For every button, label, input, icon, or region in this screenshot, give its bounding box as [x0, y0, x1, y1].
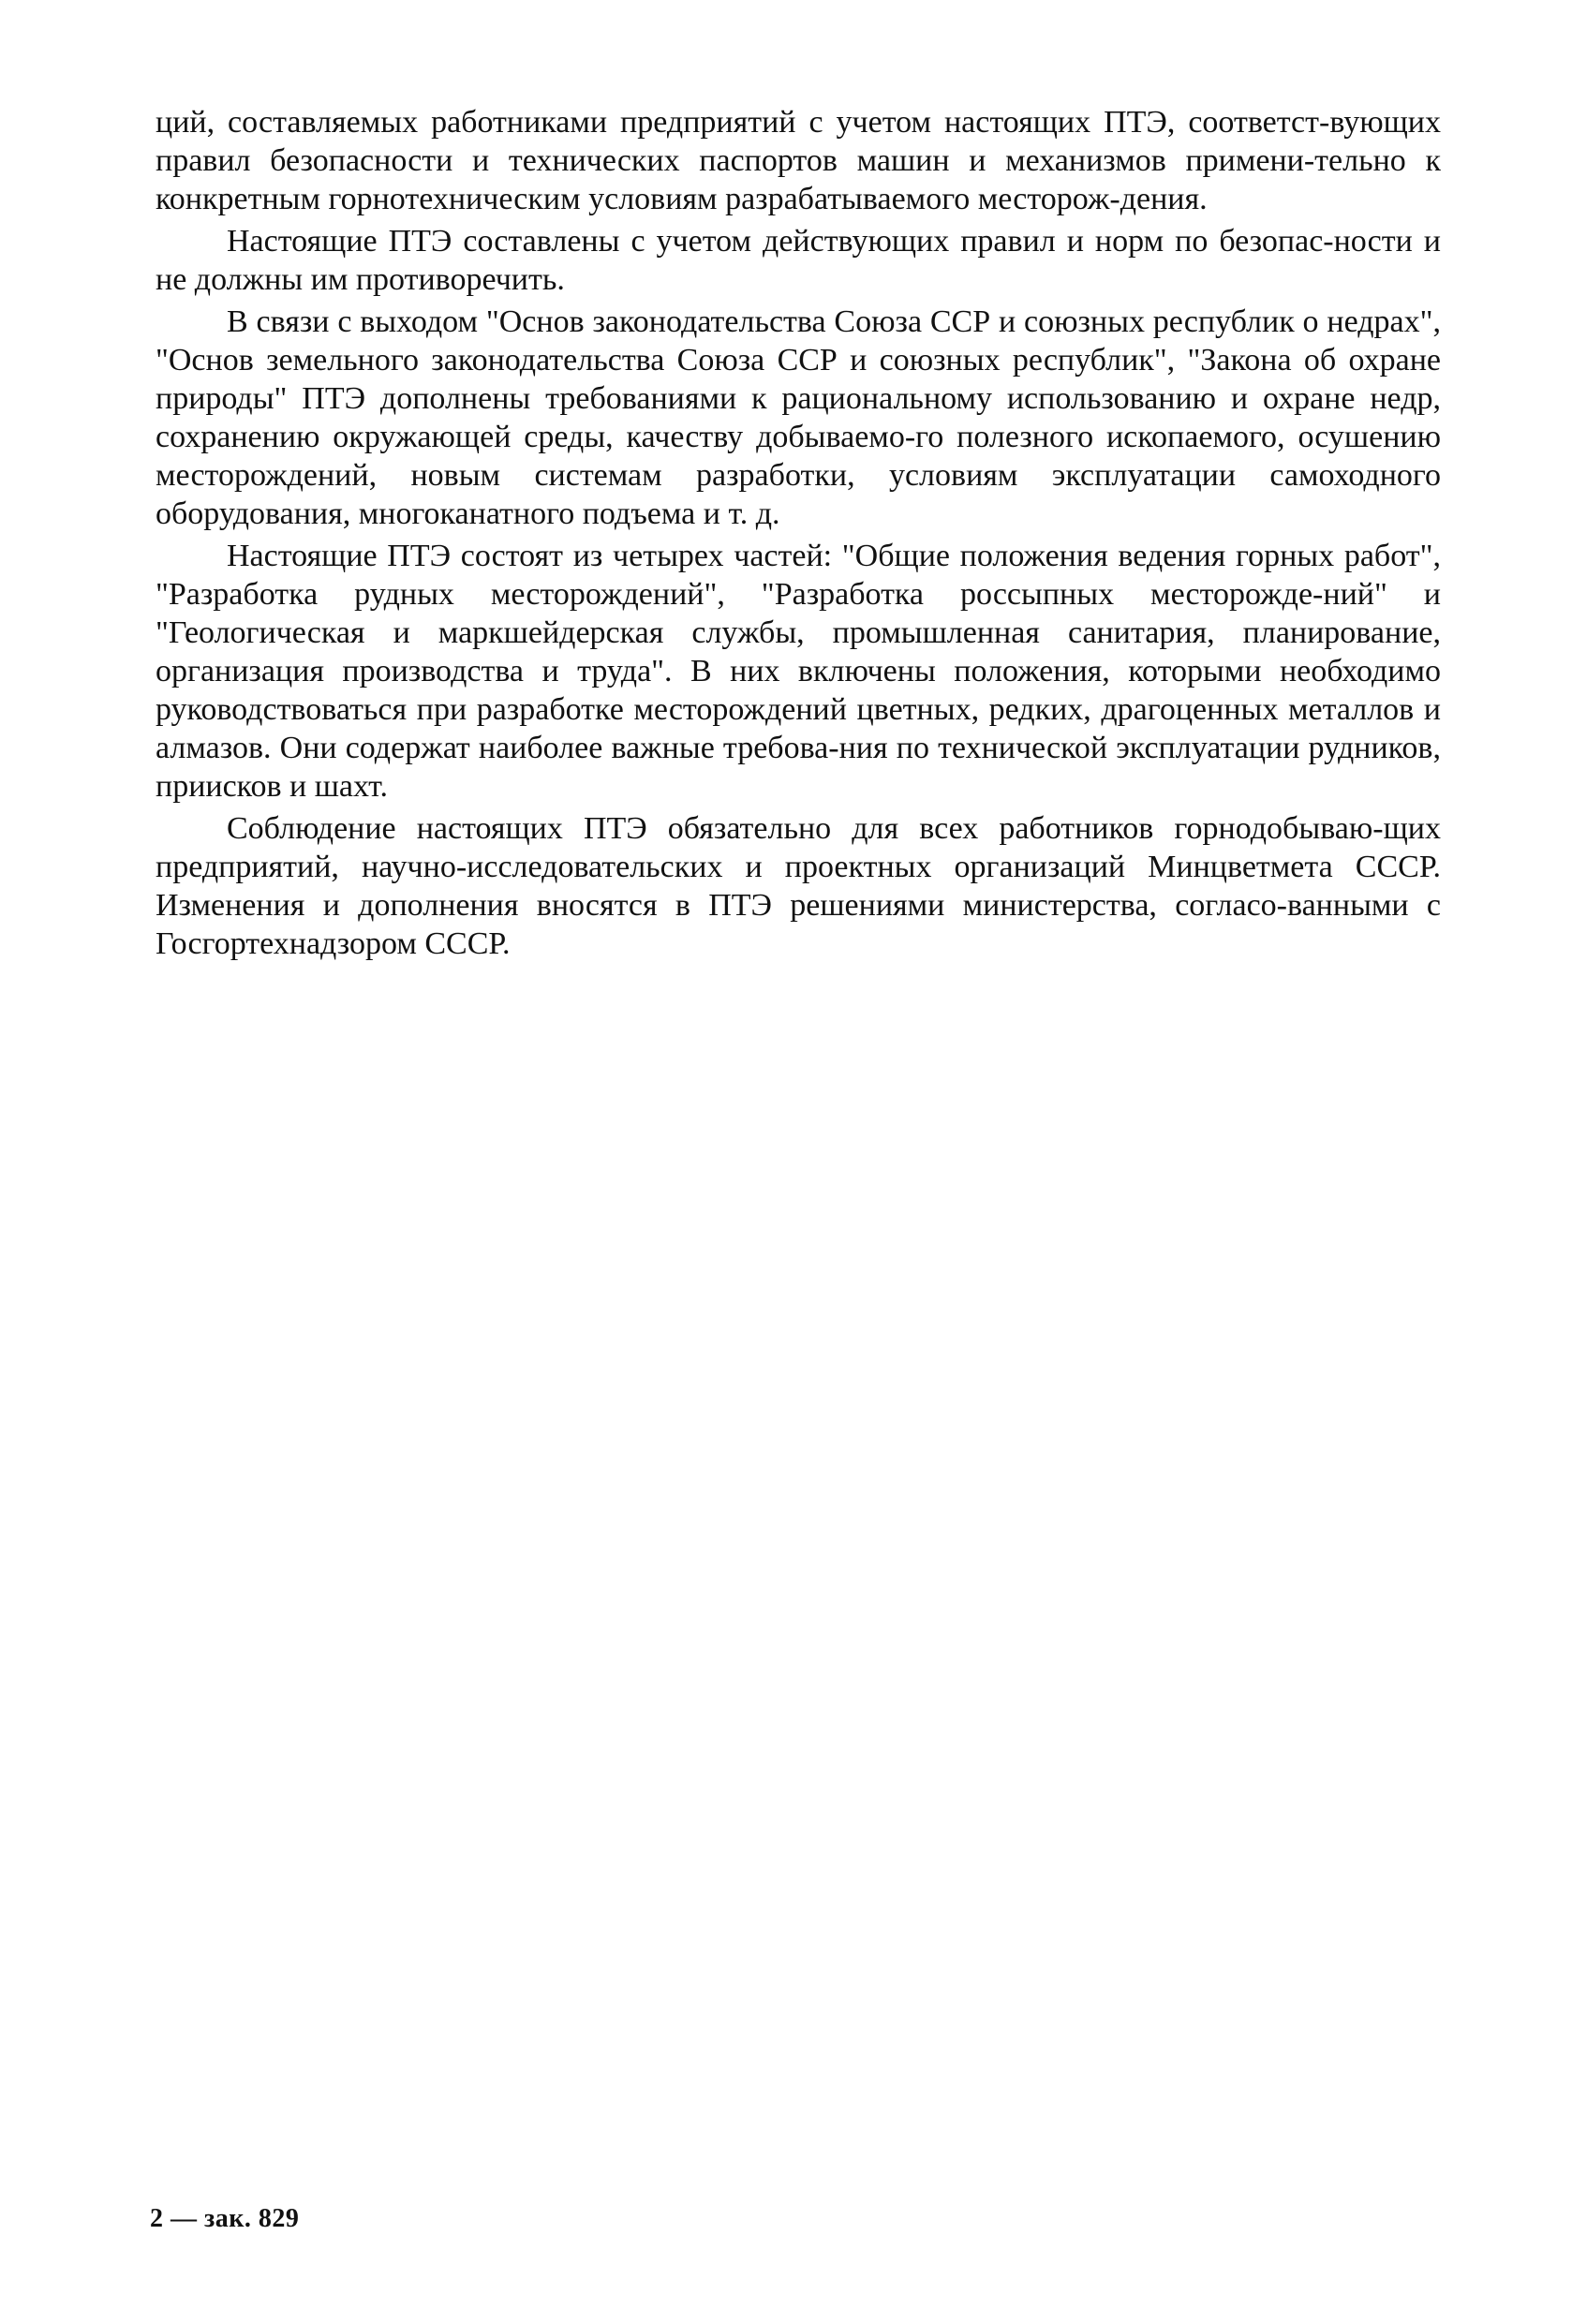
paragraph-legislation: В связи с выходом "Основ законодательства Союза ССР и союзных республик о недрах", "Основ земельного законодательства Союза ССР и союзных республик", "Закона об охране природы" ПТЭ дополнены требованиями к рациональному использованию и охране недр, сохранению окружающей среды, качеству добываемо-го полезного ископаемого, осушению месторождений, новым системам разработки, условиям эксплуатации самоходного оборудования, многоканатного подъема и т. д. — [156, 304, 1441, 531]
paragraph-structure: Настоящие ПТЭ состоят из четырех частей: "Общие положения ведения горных работ", "Разработка рудных месторождений", "Разработка россыпных месторожде-ний" и "Геологическая и маркшейдерская службы, промышленная санитария, планирование, организация производства и труда". В них включены положения, которыми необходимо руководствоваться при разработке месторождений цветных, редких, драгоценных металлов и алмазов. Они содержат наиболее важные требова-ния по технической эксплуатации рудников, приисков и шахт. — [156, 539, 1441, 804]
paragraph-continuation: ций, составляемых работниками предприятий с учетом настоящих ПТЭ, соответст-вующих правил безопасности и технических паспортов машин и механизмов примени-тельно к конкретным горнотехническим условиям разрабатываемого месторож-дения. — [156, 105, 1441, 216]
paragraph-compliance: Соблюдение настоящих ПТЭ обязательно для всех работников горнодобываю-щих предприятий, научно-исследовательских и проектных организаций Минцветмета СССР. Изменения и дополнения вносятся в ПТЭ решениями министерства, согласо-ванными с Госгортехнадзором СССР. — [156, 811, 1441, 961]
paragraph-safety-rules: Настоящие ПТЭ составлены с учетом действующих правил и норм по безопас-ности и не должны им противоречить. — [156, 224, 1441, 297]
printing-order-mark: 2 — зак. 829 — [150, 2204, 300, 2233]
body-text — [156, 103, 1441, 963]
